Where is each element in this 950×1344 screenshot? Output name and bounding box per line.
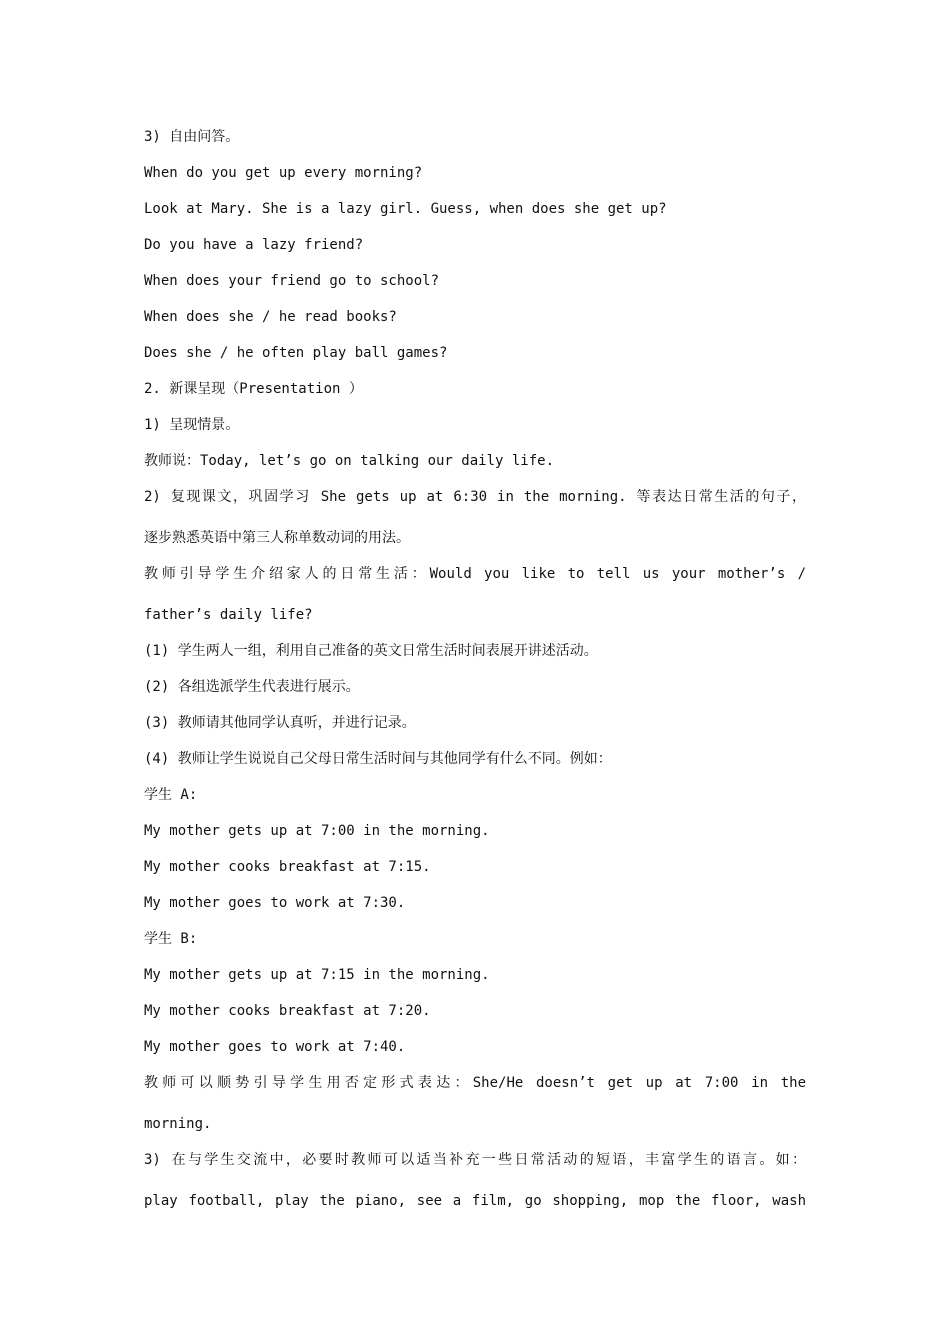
text-line: When does your friend go to school? [144, 273, 440, 289]
text-line: (2) 各组选派学生代表进行展示。 [144, 679, 360, 695]
text-line: 2) 复现课文，巩固学习 She gets up at 6:30 in the morning. 等表达日常生活的句子， [144, 489, 806, 505]
text-line: 3) 自由问答。 [144, 129, 240, 145]
text-line: Does she / he often play ball games? [144, 345, 448, 361]
text-line: My mother goes to work at 7:30. [144, 895, 406, 911]
text-line: 逐步熟悉英语中第三人称单数动词的用法。 [144, 530, 410, 546]
text-line: (3) 教师请其他同学认真听，并进行记录。 [144, 715, 416, 731]
text-line: My mother gets up at 7:00 in the morning. [144, 823, 490, 839]
text-line: 学生 A: [144, 787, 198, 803]
text-line: 学生 B: [144, 931, 198, 947]
text-line: My mother cooks breakfast at 7:15. [144, 859, 431, 875]
text-line: My mother gets up at 7:15 in the morning. [144, 967, 490, 983]
text-line: play football, play the piano, see a film, go shopping, mop the floor, wash [144, 1193, 806, 1209]
text-line: 3) 在与学生交流中，必要时教师可以适当补充一些日常活动的短语，丰富学生的语言。如： [144, 1152, 806, 1168]
text-line: Look at Mary. She is a lazy girl. Guess, when does she get up? [144, 201, 667, 217]
text-line: 教师引导学生介绍家人的日常生活：Would you like to tell us your mother’s / [144, 566, 806, 582]
text-line: (1) 学生两人一组，利用自己准备的英文日常生活时间表展开讲述活动。 [144, 643, 598, 659]
text-line: My mother cooks breakfast at 7:20. [144, 1003, 431, 1019]
text-line: 教师说：Today, let’s go on talking our daily life. [144, 453, 555, 469]
text-line: 教师可以顺势引导学生用否定形式表达：She/He doesn’t get up at 7:00 in the [144, 1075, 806, 1091]
text-line: My mother goes to work at 7:40. [144, 1039, 406, 1055]
text-line: 1) 呈现情景。 [144, 417, 240, 433]
text-line: father’s daily life? [144, 607, 313, 623]
section-heading: 2. 新课呈现（Presentation ） [144, 381, 363, 397]
text-line: When do you get up every morning? [144, 165, 423, 181]
text-line: (4) 教师让学生说说自己父母日常生活时间与其他同学有什么不同。例如： [144, 751, 612, 767]
text-line: morning. [144, 1116, 212, 1132]
text-line: Do you have a lazy friend? [144, 237, 364, 253]
text-line: When does she / he read books? [144, 309, 397, 325]
